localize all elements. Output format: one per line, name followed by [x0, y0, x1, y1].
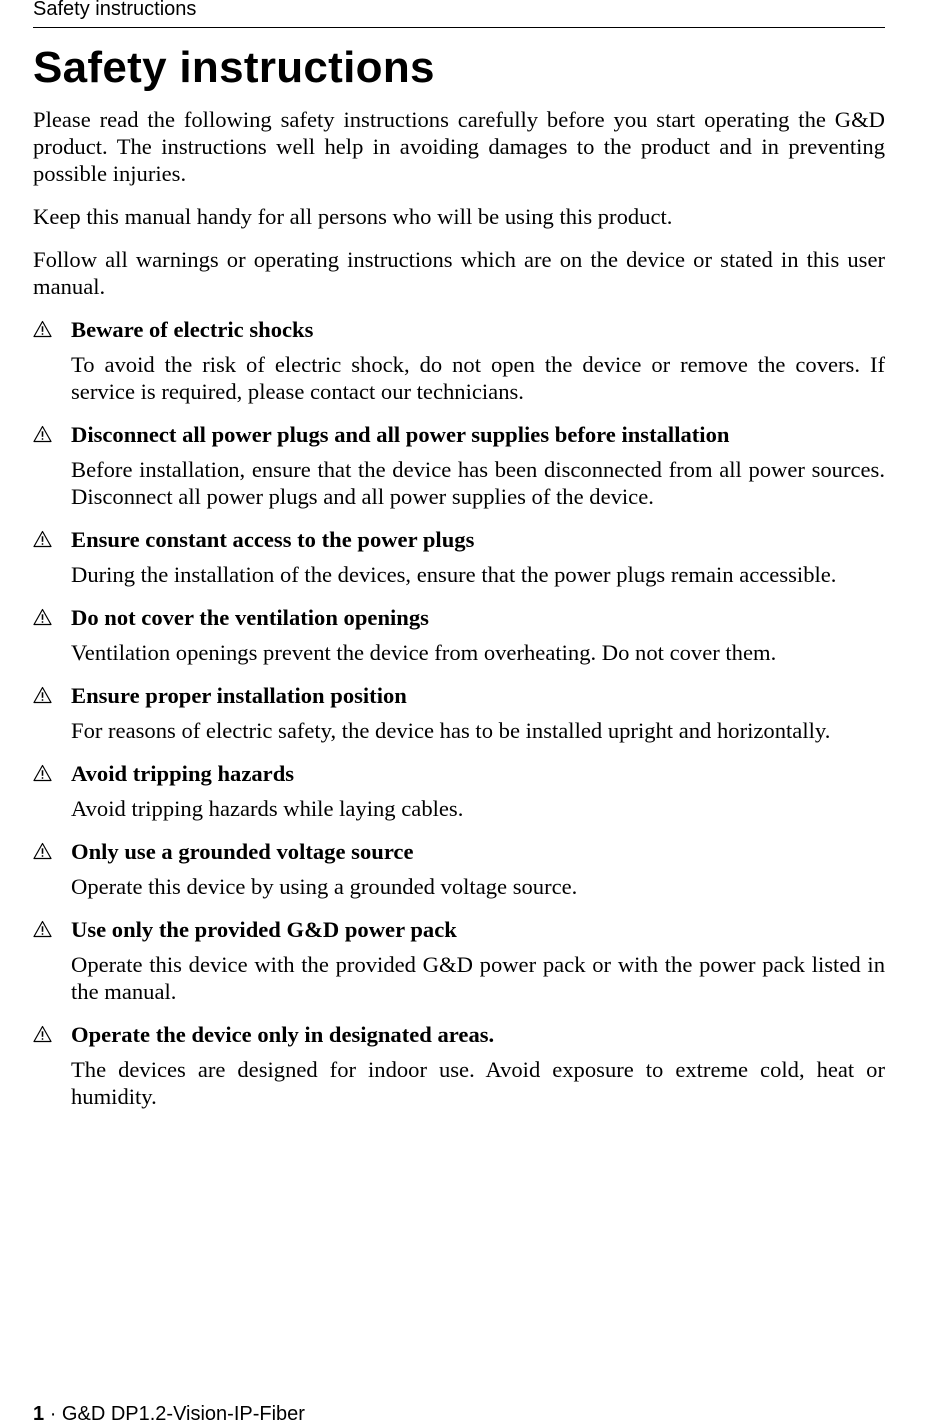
header-rule: [33, 27, 885, 28]
warning-heading: Ensure constant access to the power plugs: [71, 527, 475, 552]
warning-triangle-icon: [33, 608, 52, 626]
warning-triangle-icon: [33, 320, 52, 338]
warning-body: Operate this device by using a grounded voltage source.: [71, 874, 578, 899]
intro-paragraph: Please read the following safety instructions carefully before you start operating the G&D product. The instructions well help in avoiding damages to the product and in preventing possible injuries.: [33, 107, 885, 186]
warning-body: For reasons of electric safety, the device has to be installed upright and horizontally.: [71, 718, 831, 743]
running-header: Safety instructions: [33, 0, 197, 20]
warning-item: [33, 916, 885, 1005]
warning-body: Operate this device with the provided G&D power pack or with the power pack listed in the manual.: [71, 952, 885, 1004]
warning-heading: Ensure proper installation position: [71, 683, 407, 708]
warning-item: [33, 604, 885, 666]
warning-heading: Use only the provided G&D power pack: [71, 917, 457, 942]
content: [33, 106, 885, 1126]
intro-paragraph: Keep this manual handy for all persons who will be using this product.: [33, 204, 673, 229]
warning-item: [33, 316, 885, 405]
warning-heading: Avoid tripping hazards: [71, 761, 295, 786]
warning-body: During the installation of the devices, ensure that the power plugs remain accessible.: [71, 562, 837, 587]
page-number: 1: [33, 1403, 45, 1423]
warning-heading: Beware of electric shocks: [71, 317, 314, 342]
warning-triangle-icon: [33, 1025, 52, 1043]
page-title: Safety instructions: [33, 43, 435, 92]
warning-triangle-icon: [33, 842, 52, 860]
warning-body: The devices are designed for indoor use. Avoid exposure to extreme cold, heat or humidity.: [71, 1057, 885, 1109]
warning-body: Avoid tripping hazards while laying cables.: [71, 796, 464, 821]
warning-item: [33, 526, 885, 588]
warning-item: [33, 682, 885, 744]
warning-triangle-icon: [33, 686, 52, 704]
warning-body: Ventilation openings prevent the device from overheating. Do not cover them.: [71, 640, 777, 665]
warning-body: To avoid the risk of electric shock, do not open the device or remove the covers. If service is required, please contact our technicians.: [71, 352, 885, 404]
warning-triangle-icon: [33, 764, 52, 782]
intro-paragraph: Follow all warnings or operating instructions which are on the device or stated in this user manual.: [33, 247, 885, 299]
warning-item: [33, 838, 885, 900]
warning-triangle-icon: [33, 920, 52, 938]
footer-product-name: G&D DP1.2-Vision-IP-Fiber: [61, 1403, 305, 1423]
warning-heading: Operate the device only in designated areas.: [71, 1022, 495, 1047]
warning-heading: Do not cover the ventilation openings: [71, 605, 429, 630]
warning-item: [33, 760, 885, 822]
warning-triangle-icon: [33, 530, 52, 548]
warning-body: Before installation, ensure that the device has been disconnected from all power sources. Disconnect all power plugs and all power supplies of the device.: [71, 457, 885, 509]
warning-heading: Disconnect all power plugs and all power supplies before installation: [71, 422, 730, 447]
warning-item: [33, 1021, 885, 1110]
warning-item: [33, 421, 885, 510]
footer-separator: ·: [49, 1403, 57, 1423]
warning-heading: Only use a grounded voltage source: [71, 839, 414, 864]
warning-triangle-icon: [33, 425, 52, 443]
page-footer: [33, 1402, 305, 1423]
